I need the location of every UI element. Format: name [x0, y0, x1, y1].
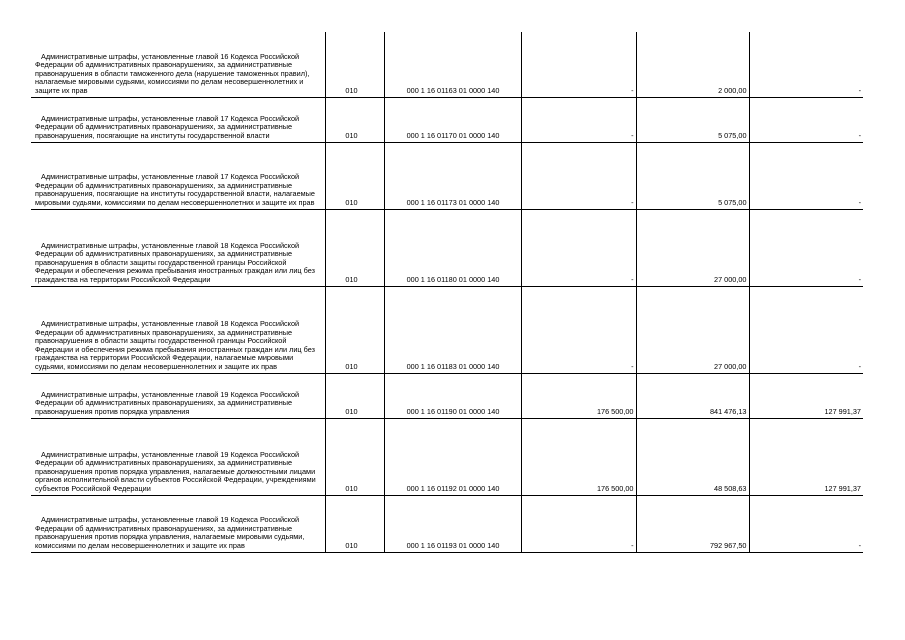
row-budget-code: 000 1 16 01173 01 0000 140	[384, 142, 521, 209]
row-name-cell	[31, 286, 325, 373]
row-name-cell	[31, 32, 325, 97]
table-row	[31, 32, 863, 97]
row-budget-code: 000 1 16 01192 01 0000 140	[384, 418, 521, 495]
table-row	[31, 418, 863, 495]
row-executed: 27 000,00	[636, 286, 749, 373]
row-approved: 176 500,00	[521, 418, 636, 495]
row-approved: -	[521, 97, 636, 142]
row-approved: -	[521, 142, 636, 209]
row-name: Административные штрафы, установленные главой 19 Кодекса Российской Федерации об административных правонарушениях, за административные правонарушения против порядка управления, налагаемые должностными лицами органов исполнительной власти субъектов Российской Федерации, учреждениями субъектов Российской Федерации	[35, 449, 316, 493]
row-budget-code: 000 1 16 01170 01 0000 140	[384, 97, 521, 142]
row-executed: 5 075,00	[636, 142, 749, 209]
row-name: Административные штрафы, установленные главой 16 Кодекса Российской Федерации об административных правонарушениях, за административные правонарушения в области таможенного дела (нарушение таможенных правил), налагаемые мировыми судьями, комиссиями по делам несовершеннолетних и защите их прав	[35, 51, 310, 95]
row-remaining: 127 991,37	[749, 418, 863, 495]
row-line-code: 010	[325, 495, 384, 552]
row-name: Административные штрафы, установленные главой 19 Кодекса Российской Федерации об административных правонарушениях, за административные правонарушения против порядка управления, налагаемые мировыми судьями, комиссиями по делам несовершеннолетних и защите их прав	[35, 515, 305, 550]
table-row	[31, 142, 863, 209]
row-approved: -	[521, 32, 636, 97]
table-row	[31, 495, 863, 552]
table-row	[31, 97, 863, 142]
row-line-code: 010	[325, 286, 384, 373]
row-line-code: 010	[325, 418, 384, 495]
row-executed: 841 476,13	[636, 373, 749, 418]
row-line-code: 010	[325, 209, 384, 286]
row-budget-code: 000 1 16 01193 01 0000 140	[384, 495, 521, 552]
row-approved: -	[521, 495, 636, 552]
report-table	[31, 32, 863, 553]
row-name-cell	[31, 373, 325, 418]
row-line-code: 010	[325, 97, 384, 142]
row-budget-code: 000 1 16 01190 01 0000 140	[384, 373, 521, 418]
row-remaining: -	[749, 32, 863, 97]
row-line-code: 010	[325, 373, 384, 418]
row-remaining: -	[749, 97, 863, 142]
row-remaining: -	[749, 286, 863, 373]
row-executed: 5 075,00	[636, 97, 749, 142]
table-row	[31, 373, 863, 418]
row-budget-code: 000 1 16 01163 01 0000 140	[384, 32, 521, 97]
row-name: Административные штрафы, установленные главой 19 Кодекса Российской Федерации об административных правонарушениях, за административные правонарушения против порядка управления	[35, 389, 300, 416]
row-approved: -	[521, 209, 636, 286]
table-row	[31, 286, 863, 373]
row-executed: 792 967,50	[636, 495, 749, 552]
row-name-cell	[31, 418, 325, 495]
row-remaining: -	[749, 142, 863, 209]
row-approved: -	[521, 286, 636, 373]
row-executed: 2 000,00	[636, 32, 749, 97]
row-executed: 27 000,00	[636, 209, 749, 286]
row-line-code: 010	[325, 32, 384, 97]
row-budget-code: 000 1 16 01183 01 0000 140	[384, 286, 521, 373]
row-name: Административные штрафы, установленные главой 17 Кодекса Российской Федерации об административных правонарушениях, за административные правонарушения, посягающие на институты государственной власти, налагаемые мировыми судьями, комиссиями по делам несовершеннолетних и защите их прав	[35, 172, 315, 207]
table-row	[31, 209, 863, 286]
row-budget-code: 000 1 16 01180 01 0000 140	[384, 209, 521, 286]
row-name-cell	[31, 142, 325, 209]
row-name: Административные штрафы, установленные главой 18 Кодекса Российской Федерации об административных правонарушениях, за административные правонарушения в области защиты государственной границы Российской Федерации и обеспечения режима пребывания иностранных граждан или лиц без гражданства на территории Российской Федерации	[35, 240, 315, 284]
row-line-code: 010	[325, 142, 384, 209]
row-name: Административные штрафы, установленные главой 17 Кодекса Российской Федерации об административных правонарушениях, за административные правонарушения, посягающие на институты государственной власти	[35, 113, 300, 140]
row-remaining: 127 991,37	[749, 373, 863, 418]
row-name-cell	[31, 495, 325, 552]
row-name-cell	[31, 97, 325, 142]
row-approved: 176 500,00	[521, 373, 636, 418]
row-executed: 48 508,63	[636, 418, 749, 495]
row-remaining: -	[749, 209, 863, 286]
row-name: Административные штрафы, установленные главой 18 Кодекса Российской Федерации об административных правонарушениях, за административные правонарушения в области защиты государственной границы Российской Федерации и обеспечения режима пребывания иностранных граждан или лиц без гражданства на территории Российской Федерации, налагаемые мировыми судьями, комиссиями по делам несовершеннолетних и защите их прав	[35, 318, 315, 371]
row-name-cell	[31, 209, 325, 286]
row-remaining: -	[749, 495, 863, 552]
